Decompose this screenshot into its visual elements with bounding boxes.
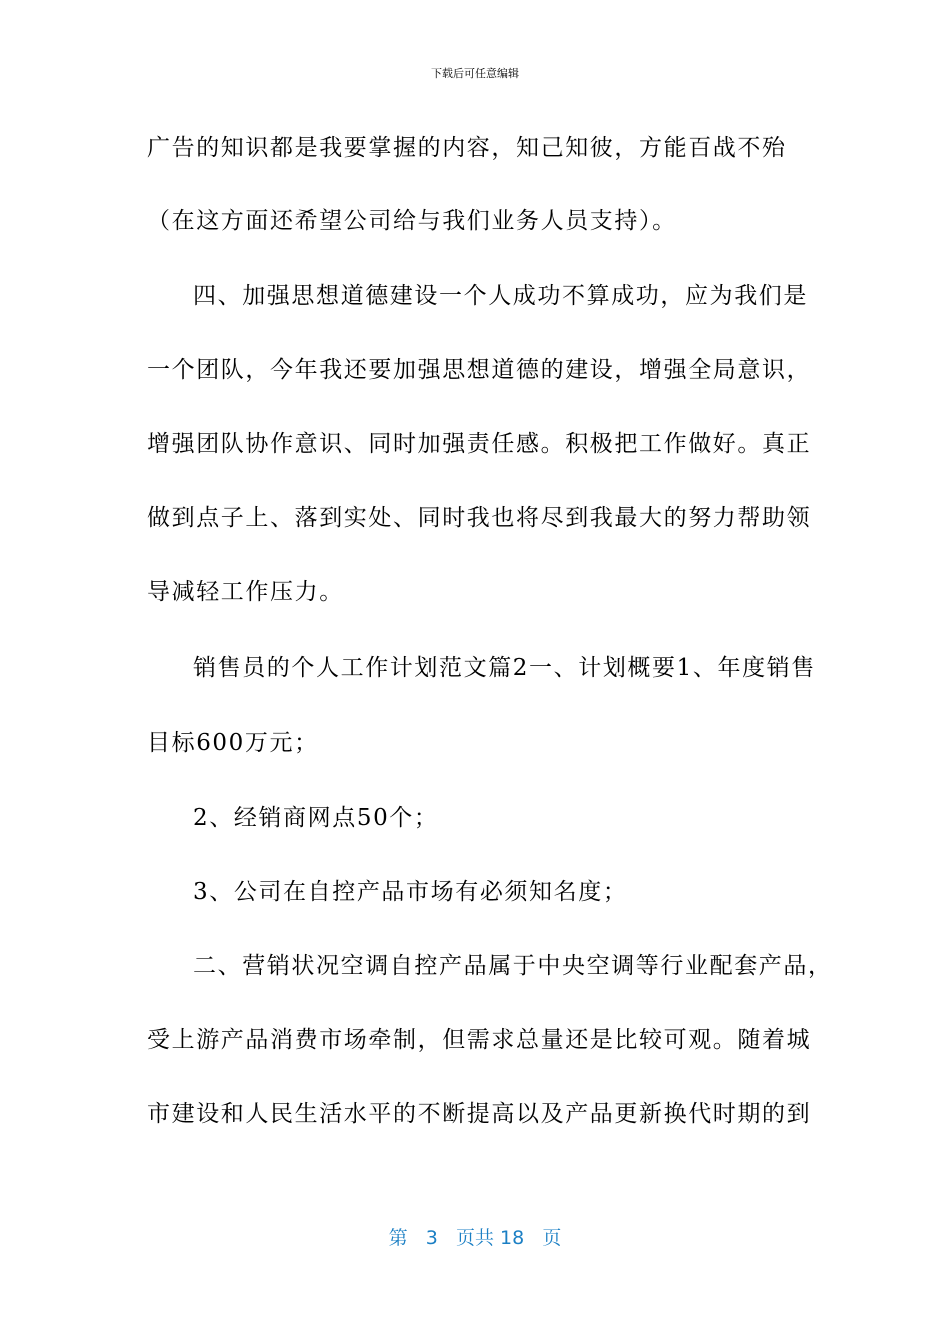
header-note: 下载后可任意编辑 xyxy=(431,67,519,80)
body-line-13: 受上游产品消费市场牵制，但需求总量还是比较可观。随着城 xyxy=(147,1027,812,1053)
body-line-12: 二、营销状况空调自控产品属于中央空调等行业配套产品， xyxy=(193,953,833,979)
body-line-5: 增强团队协作意识、同时加强责任感。积极把工作做好。真正 xyxy=(147,431,812,457)
body-line-1: 广告的知识都是我要掌握的内容，知己知彼，方能百战不殆 xyxy=(147,135,787,161)
footer-prefix: 第 xyxy=(388,1227,408,1249)
body-line-3: 四、加强思想道德建设一个人成功不算成功，应为我们是 xyxy=(193,283,808,309)
page-footer xyxy=(0,1226,950,1250)
body-line-9: 目标600万元； xyxy=(147,730,319,756)
body-line-7: 导减轻工作压力。 xyxy=(147,579,344,605)
body-line-2: （在这方面还希望公司给与我们业务人员支持）。 xyxy=(147,208,677,234)
body-line-6: 做到点子上、落到实处、同时我也将尽到我最大的努力帮助领 xyxy=(147,505,812,531)
footer-middle: 页共 xyxy=(455,1227,494,1249)
footer-current-page: 3 xyxy=(425,1227,438,1249)
body-line-11: 3、公司在自控产品市场有必须知名度； xyxy=(193,879,628,905)
footer-total-pages: 18 xyxy=(500,1227,525,1249)
body-line-14: 市建设和人民生活水平的不断提高以及产品更新换代时期的到 xyxy=(147,1101,812,1127)
body-line-10: 2、经销商网点50个； xyxy=(193,805,439,831)
body-line-4: 一个团队，今年我还要加强思想道德的建设，增强全局意识， xyxy=(147,357,812,383)
footer-suffix: 页 xyxy=(542,1227,562,1249)
body-line-8: 销售员的个人工作计划范文篇2一、计划概要1、年度销售 xyxy=(193,655,816,681)
